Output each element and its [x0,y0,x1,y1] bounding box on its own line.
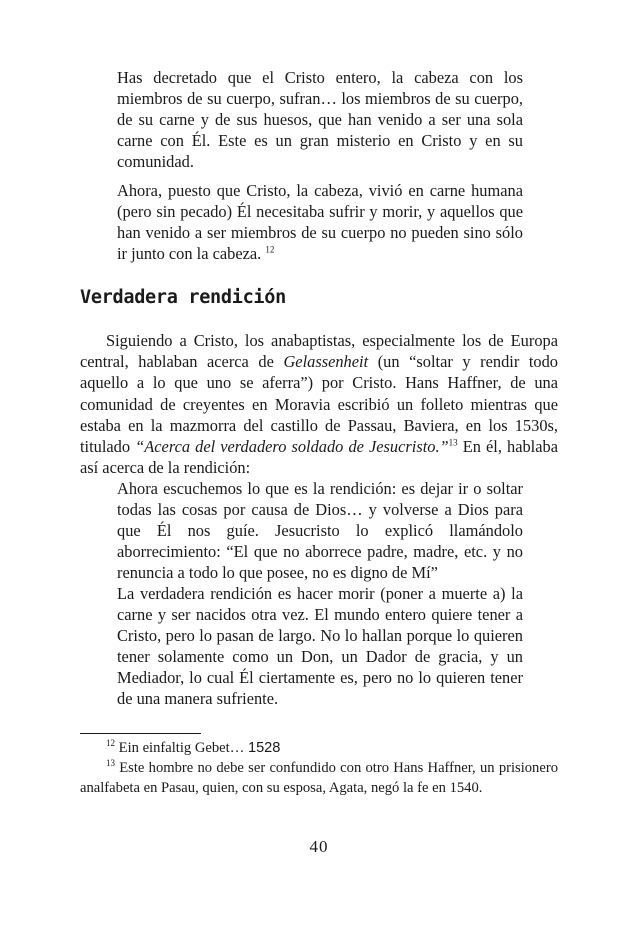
body-text-part-3: En él, hablaba así acerca de la rendición: [80,437,558,478]
body-text-part-2: (un “soltar y rendir todo aquello a lo que uno se aferra”) por Cristo. Hans Haffner, de una comunidad de creyentes en Moravia escribió un folleto mientras que estaba en la mazmorra del castillo de Passau, Baviera, en los 1530s, titulado [80,352,559,457]
footnote-ref-12[interactable]: 12 [265,244,275,255]
quote-2-text: Ahora, puesto que Cristo, la cabeza, vivió en carne humana (pero sin pecado) Él necesitaba sufrir y morir, y aquellos que han venido a ser miembros de su cuerpo no pueden sino sólo ir junto con la cabeza. [117,181,523,263]
section-heading: Verdadera rendición [80,287,286,308]
block-quote-2 [117,180,523,264]
footnote-13 [80,759,558,798]
footnote-12-text: Ein einfaltig Gebet… [118,740,245,756]
footnote-13-text: Este hombre no debe ser confundido con otro Hans Haffner, un prisionero analfabeta en Pasau, quien, con su esposa, Agata, negó la fe en 1540. [80,760,558,796]
footnote-divider [80,733,201,734]
footnote-ref-13[interactable]: 13 [448,437,458,448]
quote-1-text: Has decretado que el Cristo entero, la cabeza con los miembros de su cuerpo, sufran… los miembros de su cuerpo, de su carne y de sus huesos, que han venido a ser una sola carne con Él. Este es un gran misterio en Cristo y en su comunidad. [117,68,523,171]
footnote-12 [80,739,558,759]
body-paragraph [80,330,558,478]
quote-3-line-2: La verdadera rendición es hacer morir (poner a muerte a) la carne y ser nacidos otra vez. El mundo entero quiere tener a Cristo, pero lo pasan de largo. No lo hallan porque lo quieren tener solamente como un Don, un Dador de gracia, y un Mediador, lo cual Él ciertamente es, pero no lo quieren tener de una manera sufriente. [117,584,523,708]
footnote-12-year: 1528 [247,740,281,756]
quote-3-line-1: Ahora escuchemos lo que es la rendición: es dejar ir o soltar todas las cosas por causa de Dios… y volverse a Dios para que Él nos guíe. Jesucristo lo explicó llamándolo aborrecimiento: “El que no aborrece padre, madre, etc. y no renuncia a todo lo que posee, no es digno de Mí” [117,479,523,582]
page-number: 40 [309,837,329,856]
pamphlet-title: “Acerca del verdadero soldado de Jesucristo.” [135,437,449,457]
footnote-12-number: 12 [106,738,115,749]
footnote-13-number: 13 [106,758,115,769]
block-quote-3 [117,478,523,709]
body-text-part-1: Siguiendo a Cristo, los anabaptistas, especialmente los de Europa central, hablaban acerca de [80,331,558,372]
gelassenheit-term: Gelassenheit [283,352,369,372]
quote-2-paragraph [117,180,523,264]
block-quote-1 [117,67,523,172]
